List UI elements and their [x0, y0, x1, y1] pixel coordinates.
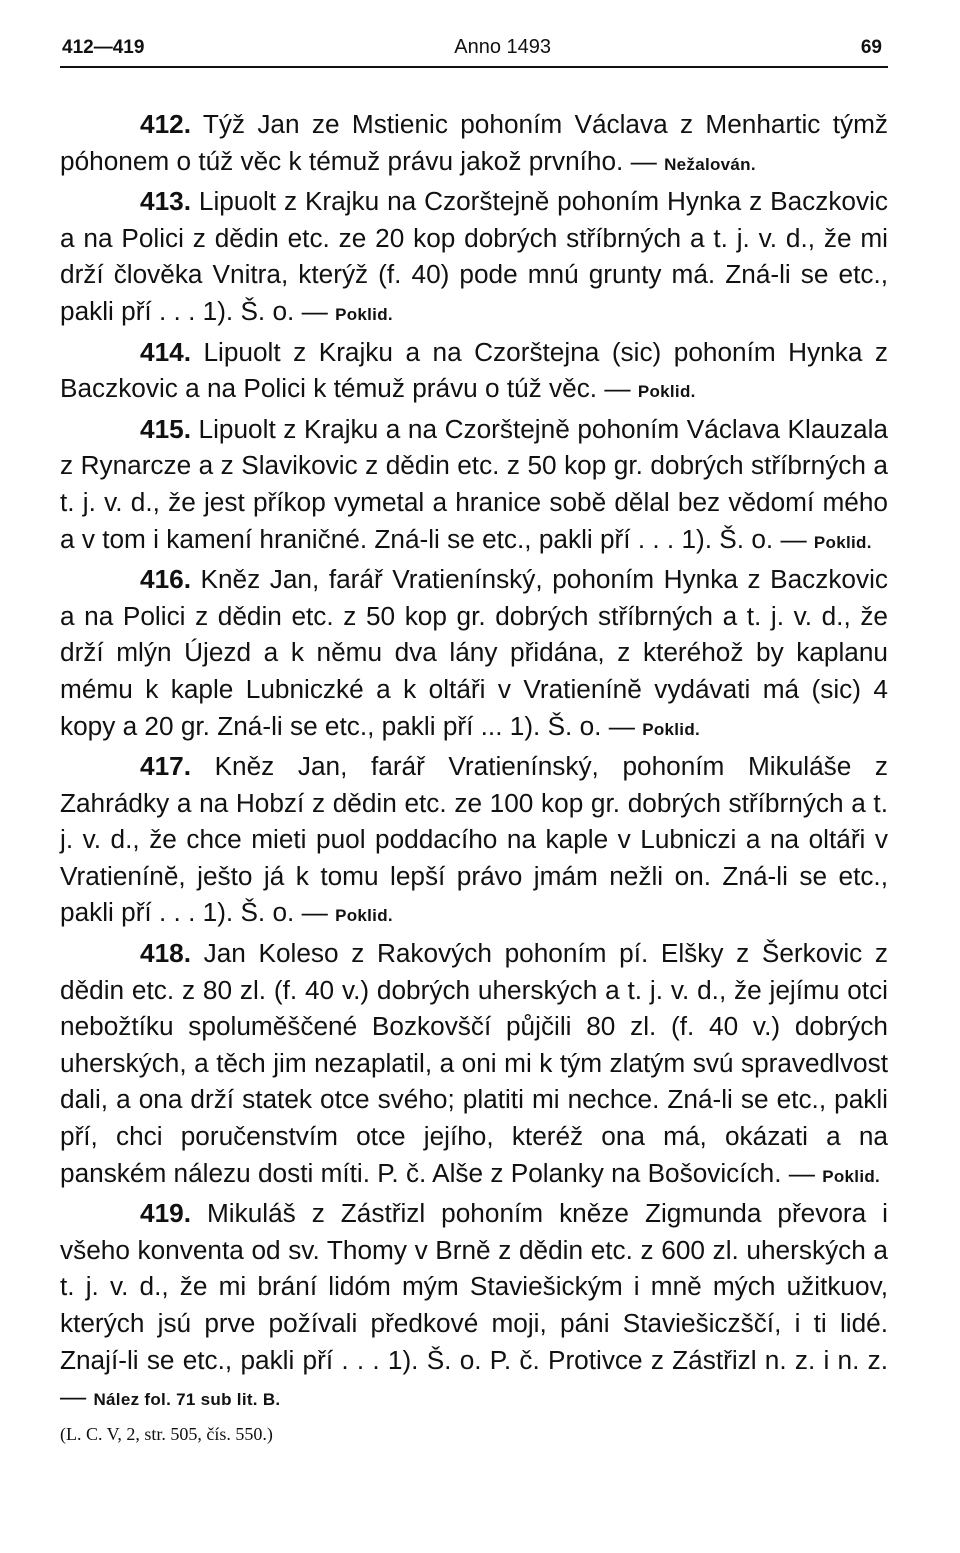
entry-verdict: Poklid.: [642, 719, 701, 739]
entry-number: 413.: [140, 186, 191, 217]
entry-verdict: Nežalován.: [664, 154, 756, 174]
entry-416: [60, 561, 888, 748]
entry-verdict: Poklid.: [335, 304, 393, 324]
document-page: [60, 36, 888, 1449]
entry-number: 412.: [140, 109, 191, 139]
entry-text: Lipuolt z Krajku a na Czorštejna (sic) pohoním Hynka z Baczkovic a na Polici k témuž právu o túž věc. —: [60, 336, 888, 404]
entry-number: 417.: [140, 751, 191, 782]
entry-417: [60, 748, 888, 935]
entry-number: 419.: [140, 1198, 191, 1229]
header-year: Anno 1493: [454, 36, 552, 58]
entry-414: [60, 334, 888, 411]
entry-verdict: Poklid.: [335, 906, 393, 926]
source-citation: (L. C. V, 2, str. 505, čís. 550.): [60, 1423, 273, 1444]
page-number: 69: [860, 37, 882, 58]
entry-text: Mikuláš z Zástřizl pohoním kněze Zigmunda převora i všeho konventa od sv. Thomy v Brně z dědin etc. z 600 zl. uherských a t. j. v. d., že mi brání lidóm mým Staviešickým i mně mých užitkuov, kterých jsú prve požívali předkové moji, páni Staviešiczščí, i ti lidé. Znají-li se etc., pakli pří . . . 1). Š. o. P. č. Protivce z Zástřizl n. z. i n. z. —: [60, 1198, 888, 1412]
entry-418: [60, 935, 888, 1195]
entry-verdict: Poklid.: [813, 532, 872, 552]
entry-number: 418.: [140, 938, 191, 969]
entry-number: 416.: [140, 564, 191, 595]
entry-412: [60, 106, 888, 183]
entry-413: [60, 183, 888, 333]
entry-text: Jan Koleso z Rakových pohoním pí. Elšky z Šerkovic z dědin etc. z 80 zl. (f. 40 v.) dobrých uherských a t. j. v. d., že jejímu otci nebožtíku spoluměščené Bozkovščí půjčili 80 zl. (f. 40 v.) dobrých uherských, a těch jim nezaplatil, a oni mi k tým zlatým svú spravedlvost dali, a ona drží statek otce svého; platiti mi nechce. Zná-li se etc., pakli pří, chci poručenstvím otce jejího, kteréž ona má, okázati a na panském nálezu dosti míti. P. č. Alše z Polanky na Bošovicích. —: [60, 938, 889, 1188]
entry-verdict: Nález fol. 71 sub lit. B.: [93, 1390, 281, 1410]
header-entry-range: 412—419: [62, 37, 145, 58]
entry-verdict: Poklid.: [822, 1166, 881, 1186]
entry-text: Týž Jan ze Mstienic pohoním Václava z Menhartic týmž póhonem o túž věc k témuž právu jakož prvního. —: [60, 109, 888, 176]
entries-list: [60, 106, 888, 1449]
entry-415: [60, 411, 888, 561]
entry-number: 415.: [140, 413, 191, 444]
entry-number: 414.: [140, 336, 191, 367]
entry-verdict: Poklid.: [637, 382, 696, 402]
entry-419: [60, 1195, 888, 1419]
entry-text: Kněz Jan, farář Vratienínský, pohoním Mikuláše z Zahrádky a na Hobzí z dědin etc. ze 100 kop gr. dobrých stříbrných a t. j. v. d., že chce mieti puol poddacího na kaple v Lubniczi a na oltáři v Vratienínĕ, ješto já k tomu lepší právo jmám nežli on. Zná-li se etc., pakli pří . . . 1). Š. o. —: [60, 751, 888, 928]
entry-text: Kněz Jan, farář Vratienínský, pohoním Hynka z Baczkovic a na Polici z dědin etc. z 50 kop gr. dobrých stříbrných a t. j. v. d., že drží mlýn Újezd a k němu dva lány přidána, z kteréhož by kaplanu mému k kaple Lubniczké a k oltáři v Vratienínĕ vydávati má (sic) 4 kopy a 20 gr. Zná-li se etc., pakli pří ... 1). Š. o. —: [60, 564, 888, 741]
entry-text: Lipuolt z Krajku a na Czorštejně pohoním Václava Klauzala z Rynarcze a z Slavikovic z dědin etc. z 50 kop gr. dobrých stříbrných a t. j. v. d., že jest příkop vymetal a hranice sobě dělal bez vědomí mého a v tom i kamení hraničné. Zná-li se etc., pakli pří . . . 1). Š. o. —: [60, 413, 888, 554]
entry-text: Lipuolt z Krajku na Czorštejně pohoním Hynka z Baczkovic a na Polici z dědin etc. ze 20 kop dobrých stříbrných a t. j. v. d., že mi drží člověka Vnitra, kterýž (f. 40) pode mnú grunty má. Zná-li se etc., pakli pří . . . 1). Š. o. —: [60, 186, 888, 326]
running-header: [60, 36, 888, 68]
